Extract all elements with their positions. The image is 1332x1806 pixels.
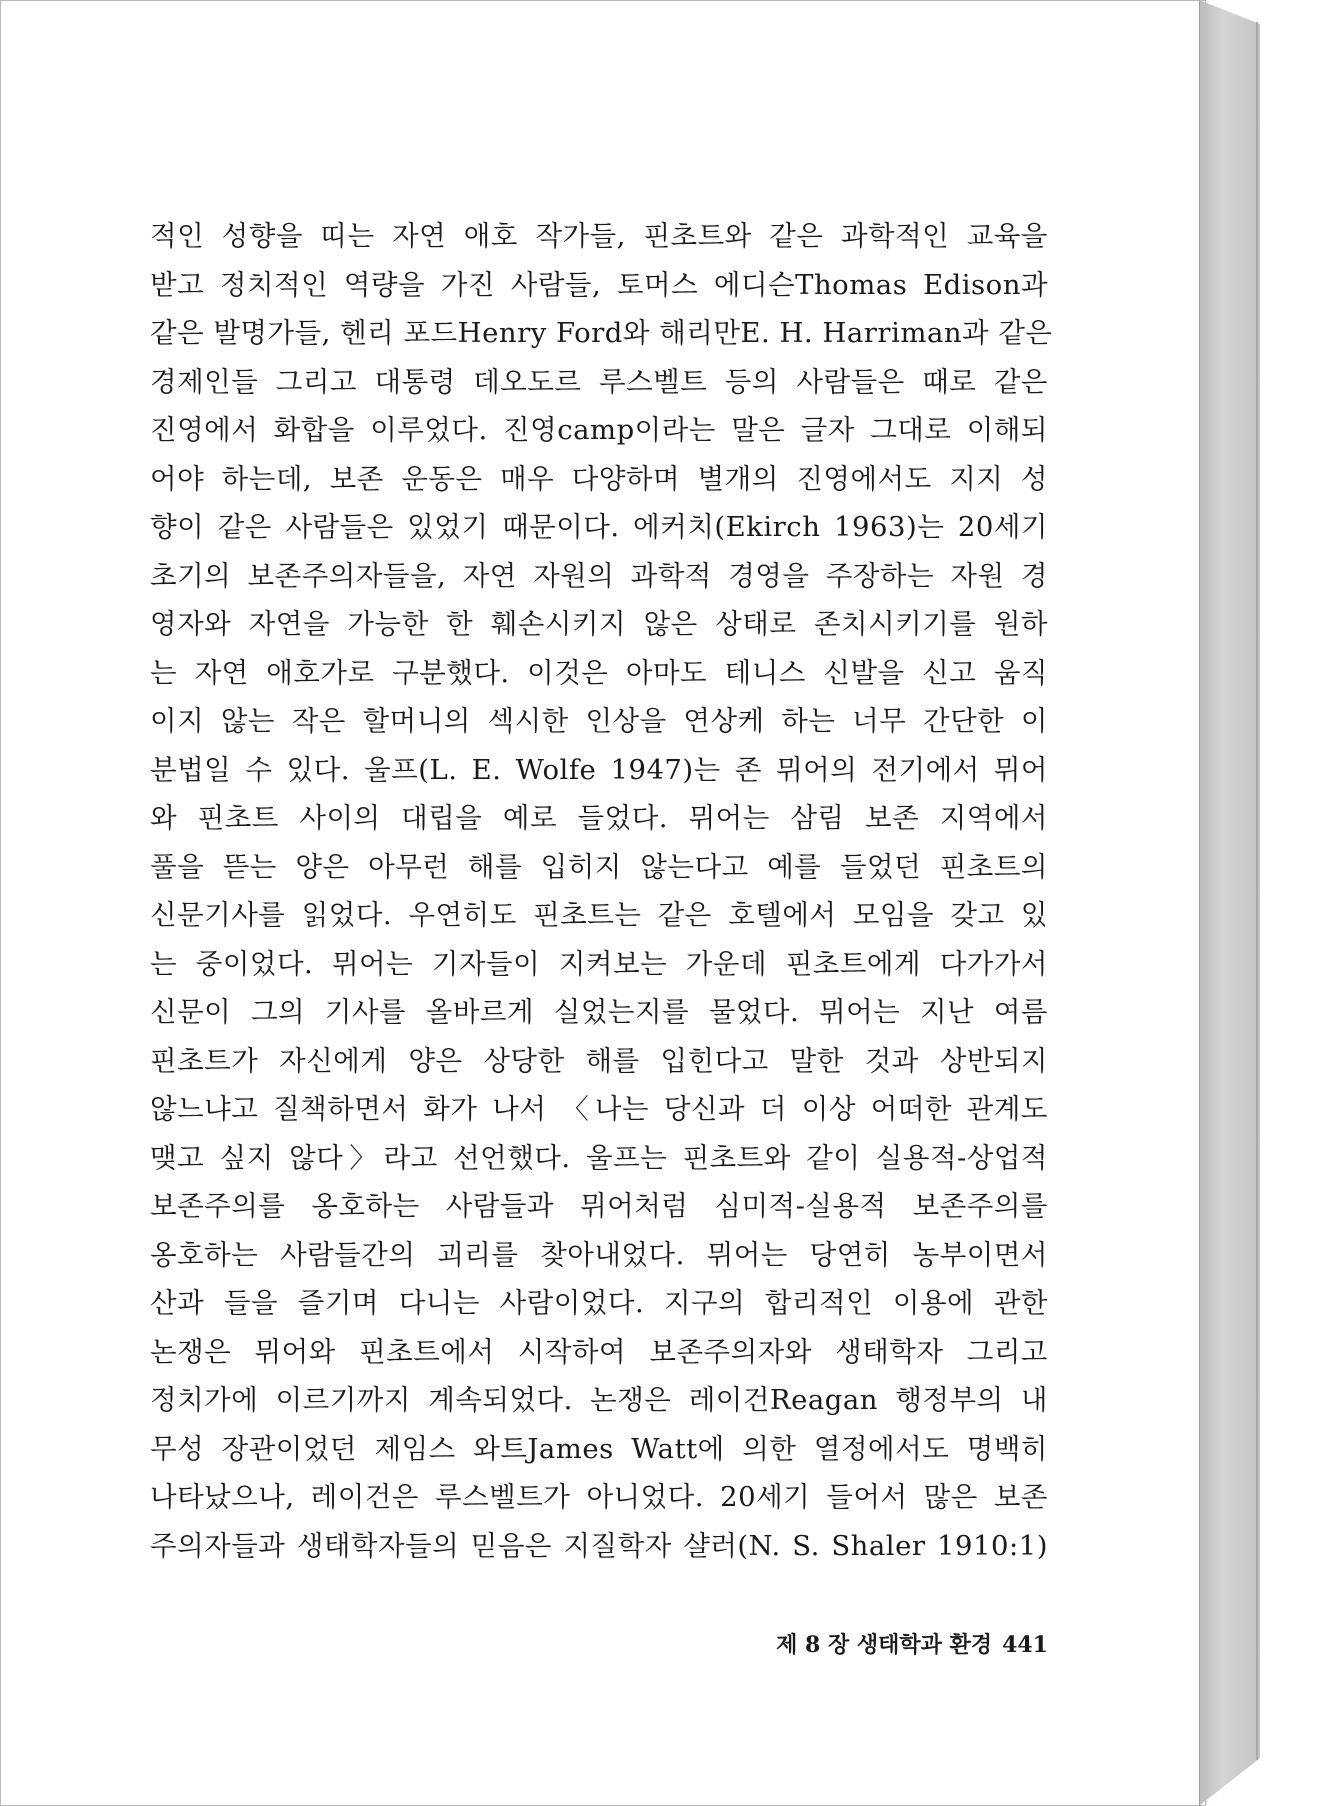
text-line: 같은 발명가들, 헨리 포드Henry Ford와 해리만E. H. Harriman과 같은 [150,317,1053,349]
text-line: 보존주의를 옹호하는 사람들과 뮈어처럼 심미적-실용적 보존주의를 [150,1190,1048,1222]
page-footer [0,1628,1048,1659]
text-line: 정치가에 이르기까지 계속되었다. 논쟁은 레이건Reagan 행정부의 내 [150,1384,1048,1416]
text-line: 와 핀초트 사이의 대립을 예로 들었다. 뮈어는 삼림 보존 지역에서 [150,802,1048,834]
text-line: 는 중이었다. 뮈어는 기자들이 지켜보는 가운데 핀초트에게 다가가서 [150,947,1048,980]
text-line: 받고 정치적인 역량을 가진 사람들, 토머스 에디슨Thomas Edison과 [150,268,1048,301]
text-line: 나타났으나, 레이건은 루스벨트가 아니었다. 20세기 들어서 많은 보존 [150,1481,1048,1513]
text-line: 향이 같은 사람들은 있었기 때문이다. 에커치(Ekirch 1963)는 20세기 [150,511,1048,543]
text-line: 어야 하는데, 보존 운동은 매우 다양하며 별개의 진영에서도 지지 성 [150,462,1048,495]
text-line: 맺고 싶지 않다〉라고 선언했다. 울프는 핀초트와 같이 실용적-상업적 [150,1141,1048,1174]
text-line: 분법일 수 있다. 울프(L. E. Wolfe 1947)는 존 뮈어의 전기에서 뮈어 [150,753,1048,786]
text-line: 풀을 뜯는 양은 아무런 해를 입히지 않는다고 예를 들었던 핀초트의 [150,850,1048,883]
text-line: 초기의 보존주의자들을, 자연 자원의 과학적 경영을 주장하는 자원 경 [150,559,1048,592]
text-line: 신문이 그의 기사를 올바르게 실었는지를 물었다. 뮈어는 지난 여름 [150,996,1048,1028]
text-line: 는 자연 애호가로 구분했다. 이것은 아마도 테니스 신발을 신고 움직 [150,656,1048,689]
text-line: 논쟁은 뮈어와 핀초트에서 시작하여 보존주의자와 생태학자 그리고 [150,1335,1048,1368]
text-line: 이지 않는 작은 할머니의 섹시한 인상을 연상케 하는 너무 간단한 이 [150,705,1048,737]
text-line: 경제인들 그리고 대통령 데오도르 루스벨트 등의 사람들은 때로 같은 [150,365,1048,398]
text-line: 신문기사를 읽었다. 우연히도 핀초트는 같은 호텔에서 모임을 갖고 있 [150,899,1048,931]
text-line: 옹호하는 사람들간의 괴리를 찾아내었다. 뮈어는 당연히 농부이면서 [150,1238,1048,1271]
text-line: 적인 성향을 띠는 자연 애호 작가들, 핀초트와 같은 과학적인 교육을 [150,220,1048,252]
text-line: 산과 들을 즐기며 다니는 사람이었다. 지구의 합리적인 이용에 관한 [150,1287,1048,1319]
chapter-title: 제 8 장 생태학과 환경 [776,1632,993,1658]
text-line: 진영에서 화합을 이루었다. 진영camp이라는 말은 글자 그대로 이해되 [150,414,1048,446]
text-line: 무성 장관이었던 제임스 와트James Watt에 의한 열정에서도 명백히 [150,1432,1048,1465]
page-stack-edge [1199,0,1260,1806]
text-line: 핀초트가 자신에게 양은 상당한 해를 입힌다고 말한 것과 상반되지 [150,1044,1048,1077]
text-line: 주의자들과 생태학자들의 믿음은 지질학자 샬러(N. S. Shaler 1910:1) [150,1529,1048,1562]
page-number: 441 [1002,1632,1048,1658]
page-edge-line [1256,22,1258,1760]
text-line: 않느냐고 질책하면서 화가 나서 〈나는 당신과 더 이상 어떠한 관계도 [150,1093,1048,1125]
text-line: 영자와 자연을 가능한 한 훼손시키지 않은 상태로 존치시키기를 원하 [150,608,1048,640]
body-text [150,212,1053,1570]
